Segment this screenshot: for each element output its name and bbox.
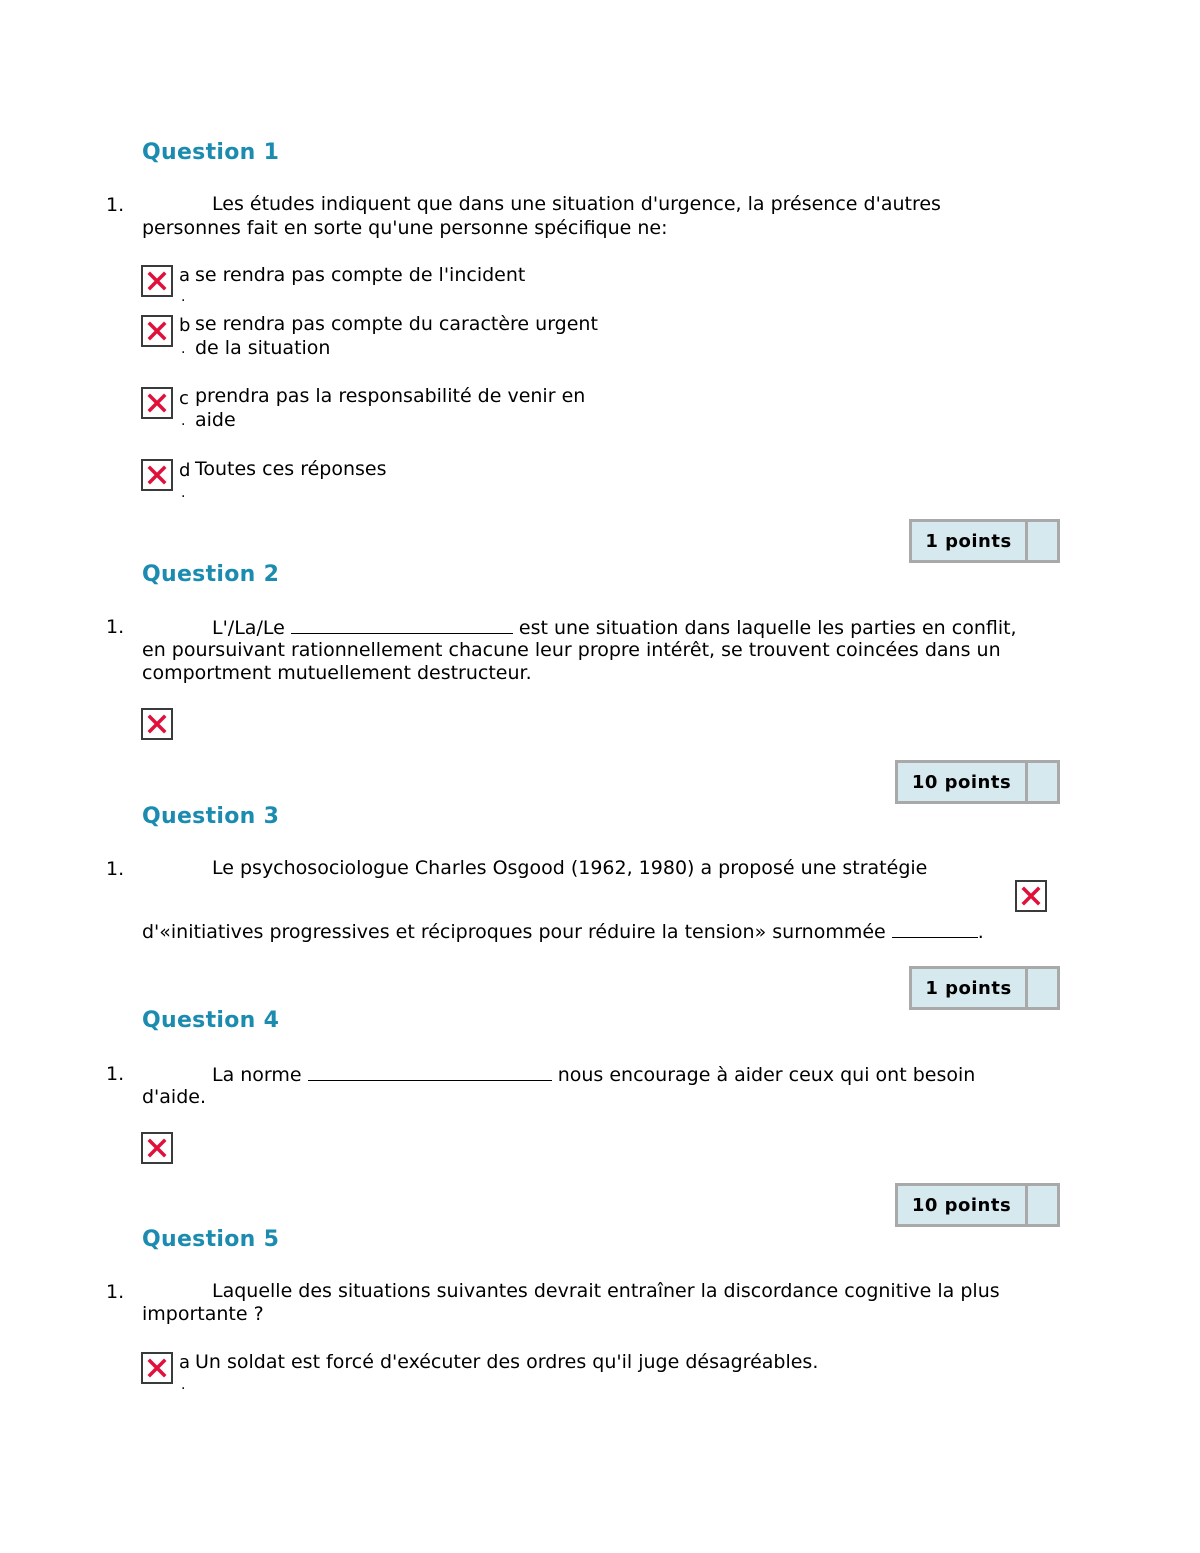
answer-blank: [308, 1062, 552, 1081]
points-label: 1 points: [912, 522, 1028, 560]
choice-dot: .: [181, 1377, 186, 1393]
points-badge: [895, 760, 1060, 804]
points-label: 1 points: [912, 969, 1028, 1007]
points-badge: [909, 966, 1060, 1010]
choice-letter: d: [179, 460, 191, 481]
incorrect-x-icon: [141, 1352, 173, 1384]
question-1-text-line1: Les études indiquent que dans une situation d'urgence, la présence d'autres: [212, 193, 941, 215]
question-5-number: 1.: [106, 1281, 125, 1303]
incorrect-x-icon: [141, 387, 173, 419]
points-label: 10 points: [898, 763, 1028, 801]
incorrect-x-icon: [141, 1132, 173, 1164]
points-label: 10 points: [898, 1186, 1028, 1224]
incorrect-x-icon: [141, 708, 173, 740]
question-4-title: Question 4: [142, 1008, 280, 1033]
question-1-text-line2: personnes fait en sorte qu'une personne spécifique ne:: [142, 217, 668, 239]
points-badge: [909, 519, 1060, 563]
question-3-text-end: .: [977, 921, 984, 943]
points-score-cell: [1028, 969, 1057, 1007]
question-4-text-line2: d'aide.: [142, 1086, 206, 1108]
incorrect-x-icon: [141, 315, 173, 347]
question-3-title: Question 3: [142, 804, 280, 829]
choice-letter: b: [179, 315, 191, 336]
incorrect-x-icon: [1015, 880, 1047, 912]
choice-letter: c: [179, 388, 189, 409]
choice-text-cont: aide: [195, 409, 236, 431]
choice-dot: .: [181, 413, 186, 429]
incorrect-x-icon: [141, 459, 173, 491]
question-4-text-post: nous encourage à aider ceux qui ont besoin: [557, 1064, 976, 1086]
question-2-number: 1.: [106, 616, 125, 638]
points-score-cell: [1028, 522, 1057, 560]
choice-dot: .: [181, 485, 186, 501]
question-3-text-line2: [142, 919, 984, 944]
question-2-text-line1: [212, 615, 1017, 640]
question-2-text-post: est une situation dans laquelle les parties en conflit,: [518, 617, 1017, 639]
points-score-cell: [1028, 763, 1057, 801]
choice-text: se rendra pas compte du caractère urgent: [195, 313, 598, 335]
question-2-text-line2: en poursuivant rationnellement chacune leur propre intérêt, se trouvent coincées dans un: [142, 639, 1001, 661]
answer-blank: [892, 919, 978, 938]
question-1-number: 1.: [106, 194, 125, 216]
answer-blank: [291, 615, 513, 634]
question-2-text-line3: comportment mutuellement destructeur.: [142, 662, 532, 684]
points-badge: [895, 1183, 1060, 1227]
choice-dot: .: [181, 289, 186, 305]
question-4-number: 1.: [106, 1063, 125, 1085]
choice-text: Un soldat est forcé d'exécuter des ordres qu'il juge désagréables.: [195, 1351, 819, 1373]
choice-dot: .: [181, 341, 186, 357]
choice-letter: a: [179, 1352, 191, 1373]
question-5-text-line1: Laquelle des situations suivantes devrait entraîner la discordance cognitive la plus: [212, 1280, 1000, 1302]
question-4-text-pre: La norme: [212, 1064, 302, 1086]
choice-text-cont: de la situation: [195, 337, 331, 359]
choice-letter: a: [179, 265, 191, 286]
question-2-title: Question 2: [142, 562, 280, 587]
question-5-title: Question 5: [142, 1227, 280, 1252]
points-score-cell: [1028, 1186, 1057, 1224]
choice-text: prendra pas la responsabilité de venir en: [195, 385, 586, 407]
choice-text: Toutes ces réponses: [195, 458, 387, 480]
question-2-text-pre: L'/La/Le: [212, 617, 285, 639]
question-3-text-line1: Le psychosociologue Charles Osgood (1962, 1980) a proposé une stratégie: [212, 857, 928, 879]
question-4-text-line1: [212, 1062, 975, 1087]
question-5-text-line2: importante ?: [142, 1303, 264, 1325]
question-3-number: 1.: [106, 858, 125, 880]
incorrect-x-icon: [141, 265, 173, 297]
question-3-text-main: d'«initiatives progressives et réciproques pour réduire la tension» surnommée: [142, 921, 886, 943]
question-1-title: Question 1: [142, 140, 280, 165]
choice-text: se rendra pas compte de l'incident: [195, 264, 526, 286]
